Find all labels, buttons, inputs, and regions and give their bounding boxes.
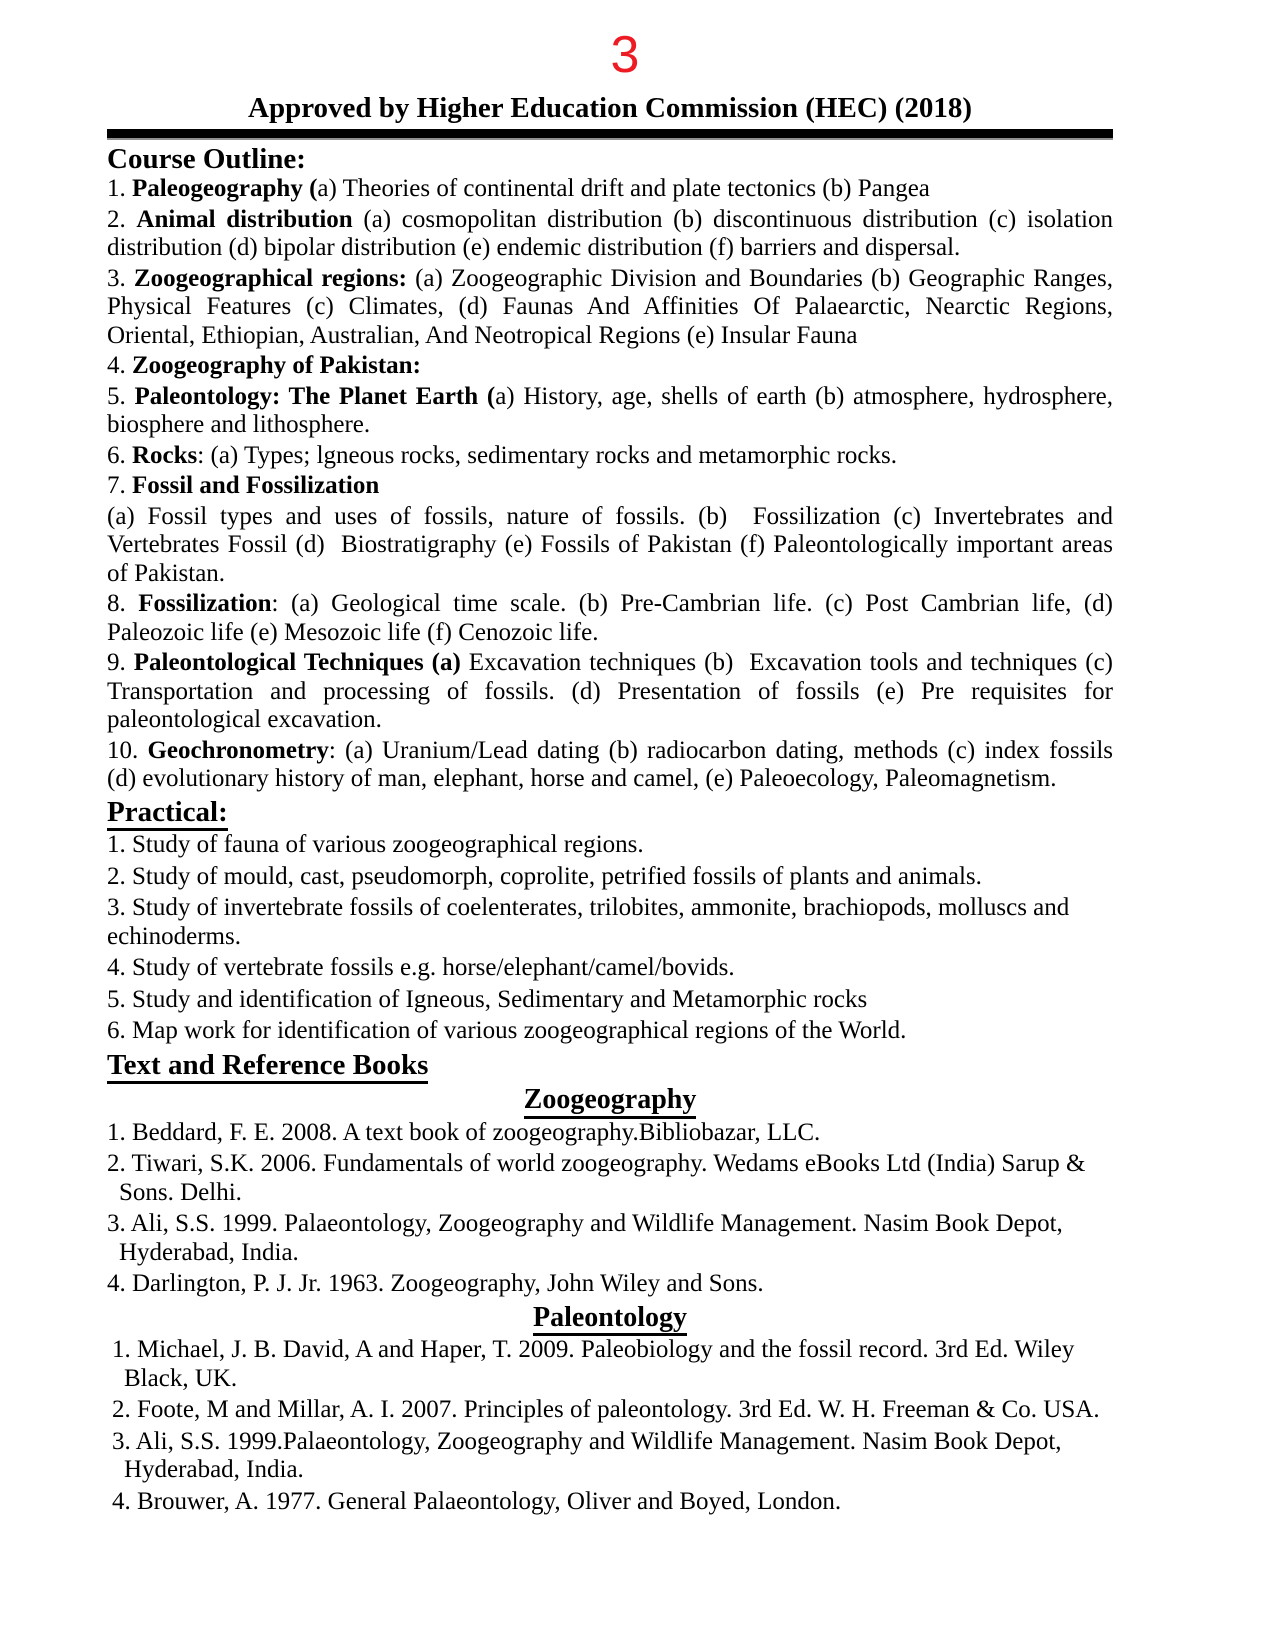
text-run: 1. Michael, J. B. David, A and Haper, T. 2009. Paleobiology and the fossil record. 3rd Ed. Wiley Black, UK. xyxy=(112,1336,1075,1392)
reference-item xyxy=(107,1210,1113,1267)
reference-sections xyxy=(107,1084,1113,1516)
outline-item xyxy=(107,590,1120,647)
outline-item xyxy=(107,352,1113,381)
reference-section-title-text: Paleontology xyxy=(533,1304,687,1337)
practical-heading-row xyxy=(107,796,1113,832)
references-heading-row xyxy=(107,1049,1113,1085)
text-run: 1. Study of fauna of various zoogeographical regions. xyxy=(107,831,644,859)
text-run: (a) Fossil types and uses of fossils, nature of fossils. (b) Fossilization (c) Invertebrates and Vertebrates Fossil (d) Biostratigraphy (e) Fossils of Pakistan (f) Paleontologically important areas of Pakistan. xyxy=(107,502,1120,587)
text-run: 4. Brouwer, A. 1977. General Palaeontology, Oliver and Boyed, London. xyxy=(112,1487,842,1515)
references-heading: Text and Reference Books xyxy=(107,1051,428,1085)
text-run: a) Theories of continental drift and plate tectonics (b) Pangea xyxy=(317,175,930,202)
bold-text-run: Fossilization xyxy=(138,590,272,617)
practical-item xyxy=(107,863,1113,892)
outline-item xyxy=(107,649,1120,735)
course-outline-list xyxy=(107,175,1120,794)
text-run: 6. xyxy=(107,441,132,469)
reference-list xyxy=(107,1336,1113,1516)
practical-list xyxy=(107,831,1113,1046)
text-run: 9. xyxy=(107,649,134,676)
text-run: 3. Study of invertebrate fossils of coelenterates, trilobites, ammonite, brachiopods, molluscs and echinoderms. xyxy=(107,894,1070,950)
reference-item xyxy=(112,1396,1113,1425)
text-run: Excavation techniques (b) Excavation tools and techniques (c) Transportation and processing of fossils. (d) Presentation of fossils (e) Pre requisites for paleontological excavation. xyxy=(107,649,1120,733)
course-outline-heading: Course Outline: xyxy=(107,143,306,175)
text-run: : (a) Uranium/Lead dating (b) radiocarbon dating, methods (c) index fossils (d) evolutionary history of man, elephant, horse and camel, (e) Paleoecology, Paleomagnetism. xyxy=(107,736,1120,792)
reference-item xyxy=(112,1336,1113,1393)
text-run: 7. xyxy=(107,472,132,499)
bold-text-run: Fossil and Fossilization xyxy=(132,472,380,499)
text-run: 1. Beddard, F. E. 2008. A text book of zoogeography.Bibliobazar, LLC. xyxy=(107,1118,821,1146)
outline-item xyxy=(107,442,1113,471)
text-run: 2. Tiwari, S.K. 2006. Fundamentals of world zoogeography. Wedams eBooks Ltd (India) Sarup & Sons. Delhi. xyxy=(107,1150,1086,1206)
reference-item xyxy=(107,1270,1113,1299)
outline-item xyxy=(107,736,1120,794)
bold-text-run: Rocks xyxy=(132,441,198,469)
text-run: 3. Ali, S.S. 1999.Palaeontology, Zoogeography and Wildlife Management. Nasim Book Depot, Hyderabad, India. xyxy=(112,1427,1062,1484)
practical-item xyxy=(107,954,1113,983)
outline-item xyxy=(107,264,1120,351)
bold-text-run: Zoogeography of Pakistan: xyxy=(132,352,421,379)
text-run: 5. xyxy=(107,382,135,410)
reference-item xyxy=(112,1488,1113,1517)
text-run: 2. xyxy=(107,205,137,233)
text-run: 10. xyxy=(107,736,148,764)
outline-item xyxy=(107,382,1120,440)
text-run: 4. xyxy=(107,352,132,379)
text-run: 5. Study and identification of Igneous, Sedimentary and Metamorphic rocks xyxy=(107,985,868,1013)
text-run: (a) Zoogeographic Division and Boundaries (b) Geographic Ranges, Physical Features (c) Climates, (d) Faunas And Affinities Of Palaearctic, Nearctic Regions, Oriental, Ethiopian, Australian, And Neotropical Regions (e) Insular Fauna xyxy=(107,264,1120,349)
header-divider xyxy=(107,129,1113,140)
bold-text-run: Paleogeography ( xyxy=(132,175,318,202)
outline-item xyxy=(107,502,1120,589)
text-run: 6. Map work for identification of various zoogeographical regions of the World. xyxy=(107,1017,907,1045)
text-run: 8. xyxy=(107,590,139,617)
reference-section-title xyxy=(107,1302,1113,1337)
reference-section-title-text: Zoogeography xyxy=(524,1086,697,1119)
practical-item xyxy=(107,986,1113,1015)
text-run: : (a) Types; lgneous rocks, sedimentary rocks and metamorphic rocks. xyxy=(197,441,897,469)
text-run: 4. Darlington, P. J. Jr. 1963. Zoogeography, John Wiley and Sons. xyxy=(107,1270,764,1298)
text-run: (a) cosmopolitan distribution (b) discontinuous distribution (c) isolation distribution (d) bipolar distribution (e) endemic distribution (f) barriers and dispersal. xyxy=(107,205,1120,261)
outline-item xyxy=(107,175,1113,204)
text-run: : (a) Geological time scale. (b) Pre-Cambrian life. (c) Post Cambrian life, (d) Paleozoic life (e) Mesozoic life (f) Cenozoic life. xyxy=(107,590,1120,646)
bold-text-run: Geochronometry xyxy=(147,736,329,764)
text-run: 2. Foote, M and Millar, A. I. 2007. Principles of paleontology. 3rd Ed. W. H. Freeman & Co. USA. xyxy=(112,1396,1100,1424)
practical-item xyxy=(107,894,1113,951)
page-number: 3 xyxy=(610,26,640,84)
reference-item xyxy=(112,1428,1113,1485)
outline-item xyxy=(107,205,1120,263)
bold-text-run: Paleontology: The Planet Earth ( xyxy=(134,382,496,410)
practical-heading: Practical: xyxy=(107,798,228,832)
document-header-title: Approved by Higher Education Commission (HEC) (2018) xyxy=(248,92,972,124)
reference-section-title xyxy=(107,1084,1113,1119)
reference-list xyxy=(107,1119,1113,1299)
text-run: 3. Ali, S.S. 1999. Palaeontology, Zoogeography and Wildlife Management. Nasim Book Depot, Hyderabad, India. xyxy=(107,1210,1063,1266)
text-run: 2. Study of mould, cast, pseudomorph, coprolite, petrified fossils of plants and animals. xyxy=(107,862,982,890)
practical-item xyxy=(107,831,1113,860)
bold-text-run: Paleontological Techniques (a) xyxy=(133,649,461,676)
outline-item xyxy=(107,472,1113,501)
bold-text-run: Zoogeographical regions: xyxy=(133,264,407,292)
reference-item xyxy=(107,1119,1113,1148)
text-run: 3. xyxy=(107,264,134,292)
text-run: a) History, age, shells of earth (b) atmosphere, hydrosphere, biosphere and lithosphere. xyxy=(107,382,1120,438)
text-run: 4. Study of vertebrate fossils e.g. horse/elephant/camel/bovids. xyxy=(107,954,735,982)
bold-text-run: Animal distribution xyxy=(136,205,353,233)
reference-item xyxy=(107,1150,1113,1207)
practical-item xyxy=(107,1017,1113,1046)
text-run: 1. xyxy=(107,175,132,202)
